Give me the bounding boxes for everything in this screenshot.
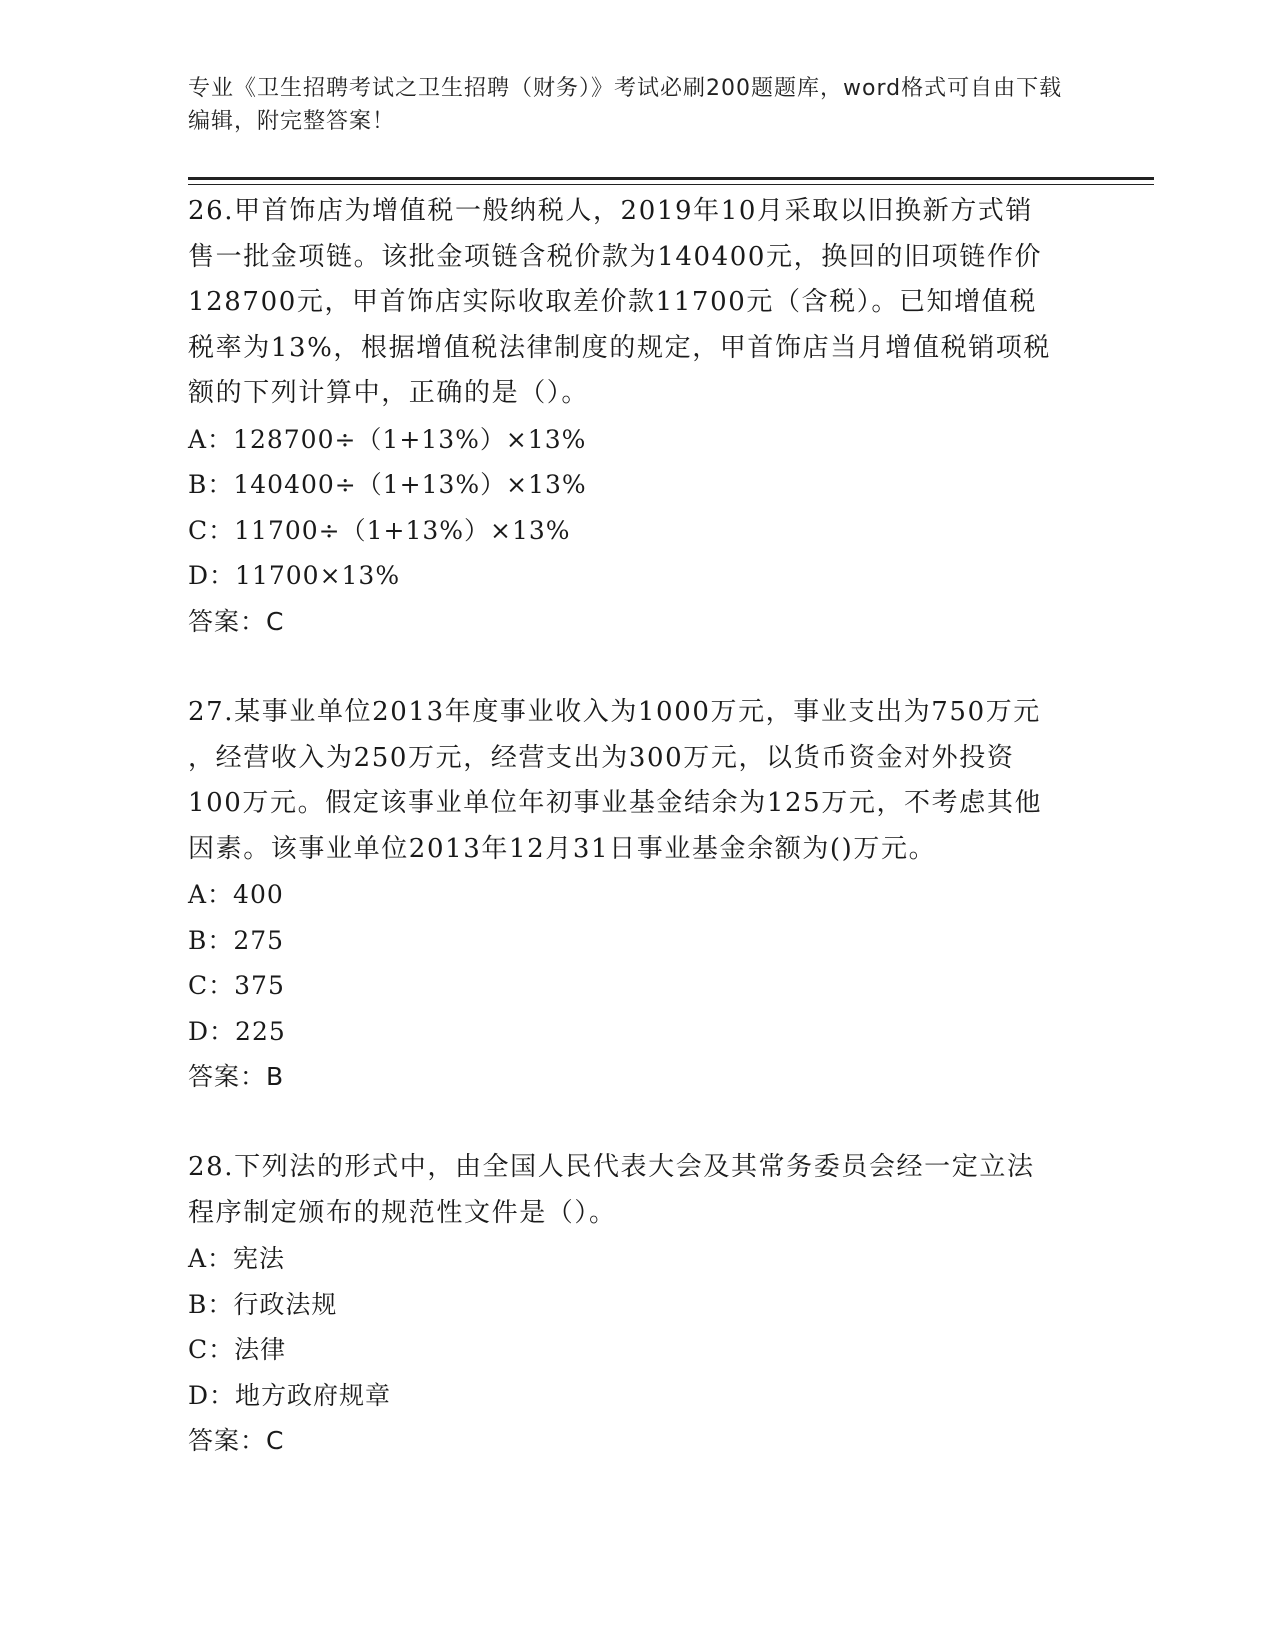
- option-b: B：140400÷（1+13%）×13%: [188, 470, 587, 499]
- option-b: B：行政法规: [188, 1289, 338, 1319]
- option-c: C：11700÷（1+13%）×13%: [188, 515, 571, 545]
- question-stem: 28.下列法的形式中，由全国人民代表大会及其常务委员会经一定立法 程序制定颁布的规范性文件是（）。: [188, 1152, 1035, 1228]
- question-stem: 27.某事业单位2013年度事业收入为1000万元，事业支出为750万元 ，经营收入为250万元，经营支出为300万元，以货币资金对外投资 100万元。假定该事业单位年初事业基金结余为125万元，不考虑其他 因素。该事业单位2013年12月31日事业基金余额为()万元。: [188, 697, 1043, 864]
- option-a: A：400: [188, 880, 284, 909]
- header-divider-thin: [188, 184, 1154, 185]
- option-a: A：宪法: [188, 1244, 286, 1273]
- option-c: C：法律: [188, 1335, 287, 1364]
- option-b: B：275: [188, 925, 285, 955]
- option-d: D：11700×13%: [188, 561, 401, 590]
- header-divider-thick: [188, 177, 1154, 180]
- answer-line: 答案：C: [188, 606, 285, 636]
- option-a: A：128700÷（1+13%）×13%: [188, 424, 587, 454]
- question-27: [188, 690, 1088, 1100]
- option-d: D：地方政府规章: [188, 1380, 392, 1410]
- answer-line: 答案：C: [188, 1426, 285, 1455]
- question-stem: 26.甲首饰店为增值税一般纳税人，2019年10月采取以旧换新方式销 售一批金项链。该批金项链含税价款为140400元，换回的旧项链作价 128700元，甲首饰店实际收取差价款11700元（含税）。已知增值税 税率为13%，根据增值税法律制度的规定，甲首饰店当月增值税销项税 额的下列计算中，正确的是（）。: [188, 196, 1051, 408]
- question-28: [188, 1145, 1088, 1464]
- document-header: 专业《卫生招聘考试之卫生招聘（财务）》考试必刷200题题库，word格式可自由下载编辑，附完整答案！: [188, 76, 1063, 134]
- option-d: D：225: [188, 1016, 286, 1046]
- answer-line: 答案：B: [188, 1062, 285, 1091]
- option-c: C：375: [188, 971, 285, 1000]
- question-26: [188, 189, 1088, 644]
